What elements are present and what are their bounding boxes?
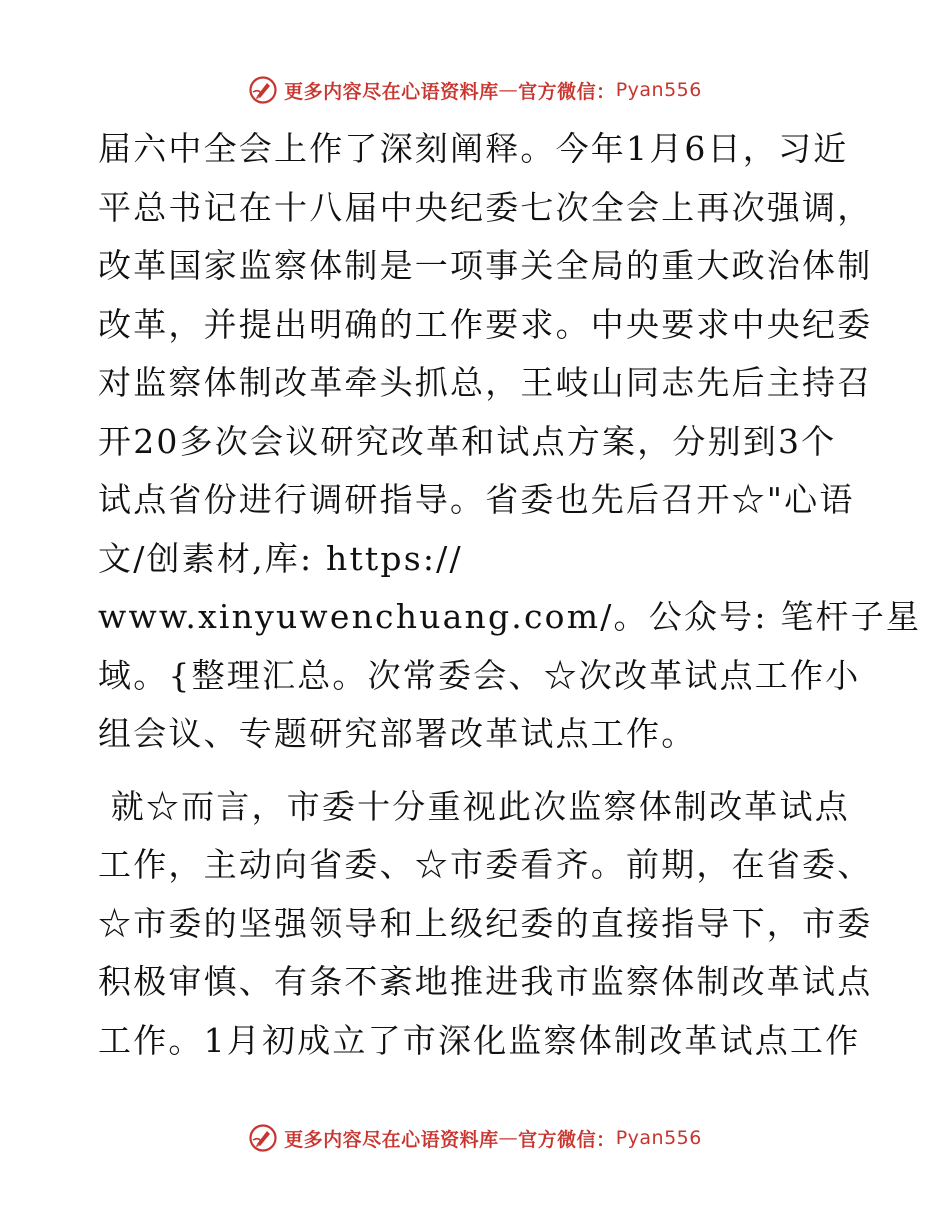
header-watermark-separator: — (498, 79, 519, 101)
header-watermark-wechat-id: Pyan556 (615, 79, 702, 101)
text-line: 工作。1月初成立了市深化监察体制改革试点工作 (98, 1020, 861, 1060)
text-line: 平总书记在十八届中央纪委七次全会上再次强调， (98, 187, 873, 227)
document-body (98, 120, 922, 1070)
text-line: www.xinyuwenchuang.com/。公众号: 笔杆子星 (98, 597, 922, 636)
footer-watermark-prefix: 更多内容尽在心语资料库 (284, 1128, 499, 1151)
paragraph-2 (98, 778, 873, 1071)
text-line: 组会议、专题研究部署改革试点工作。 (98, 714, 697, 753)
paragraph-1 (98, 120, 922, 764)
footer-watermark-separator: — (498, 1127, 519, 1149)
text-line: 文/创素材,库: https:// (98, 538, 463, 578)
header-watermark-wechat-label: 官方微信： (518, 80, 616, 103)
text-line: 改革，并提出明确的工作要求。中央要求中央纪委 (98, 304, 873, 344)
text-line: 积极审慎、有条不紊地推进我市监察体制改革试点 (98, 962, 873, 1001)
header-watermark-prefix: 更多内容尽在心语资料库 (284, 80, 499, 103)
footer-watermark (0, 1118, 950, 1158)
text-line: 试点省份进行调研指导。省委也先后召开☆"心语 (98, 480, 855, 519)
text-line: 改革国家监察体制是一项事关全局的重大政治体制 (98, 246, 873, 285)
header-watermark (0, 70, 950, 110)
text-line: 域。{整理汇总。次常委会、☆次改革试点工作小 (98, 655, 861, 695)
text-line: ☆市委的坚强领导和上级纪委的直接指导下，市委 (98, 903, 873, 943)
footer-watermark-wechat-id: Pyan556 (615, 1127, 702, 1149)
pen-logo-icon (248, 75, 278, 105)
text-line: 对监察体制改革牵头抓总，王岐山同志先后主持召 (98, 363, 873, 402)
text-line: 就☆而言，市委十分重视此次监察体制改革试点 (98, 786, 850, 826)
footer-watermark-wechat-label: 官方微信： (518, 1128, 616, 1151)
text-line: 工作，主动向省委、☆市委看齐。前期，在省委、 (98, 845, 873, 884)
text-line: 届六中全会上作了深刻阐释。今年1月6日，习近 (98, 129, 849, 168)
pen-logo-icon (248, 1123, 278, 1153)
text-line: 开20多次会议研究改革和试点方案，分别到3个 (98, 421, 837, 461)
